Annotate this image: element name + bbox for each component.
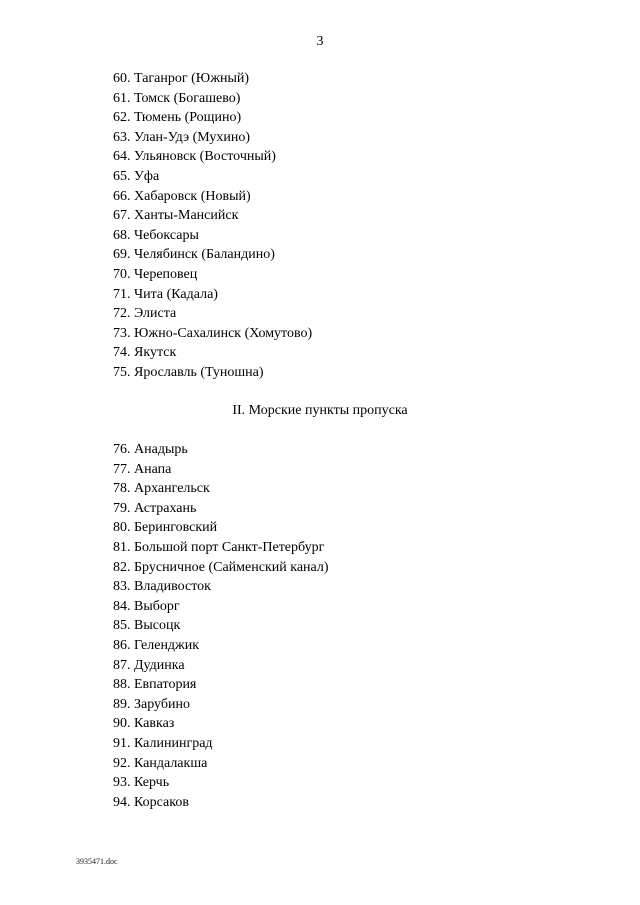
list-item: 88. Евпатория	[113, 677, 197, 693]
list-item: 71. Чита (Кадала)	[113, 286, 218, 302]
list-item: 82. Брусничное (Сайменский канал)	[113, 559, 329, 575]
list-item: 75. Ярославль (Туношна)	[113, 364, 264, 380]
list-item: 80. Беринговский	[113, 520, 218, 536]
list-item: 81. Большой порт Санкт-Петербург	[113, 539, 325, 555]
list-item: 78. Архангельск	[113, 481, 210, 497]
list-item: 68. Чебоксары	[113, 227, 199, 243]
list-item: 76. Анадырь	[113, 442, 188, 457]
list-item: 67. Ханты-Мансийск	[113, 208, 239, 224]
list-item: 92. Кандалакша	[113, 755, 208, 771]
list-item: 84. Выборг	[113, 598, 180, 614]
list-item: 93. Керчь	[113, 775, 170, 791]
footer-filename: 3935471.doc	[76, 857, 118, 866]
list-item: 94. Корсаков	[113, 794, 189, 810]
list-item: 87. Дудинка	[113, 657, 185, 673]
list-item: 69. Челябинск (Баландино)	[113, 247, 275, 263]
list-item: 60. Таганрог (Южный)	[113, 71, 250, 86]
list-item: 83. Владивосток	[113, 579, 211, 595]
list-item: 73. Южно-Сахалинск (Хомутово)	[113, 325, 313, 341]
list-item: 72. Элиста	[113, 306, 177, 322]
list-item: 65. Уфа	[113, 168, 160, 184]
page-number: 3	[316, 34, 324, 49]
list-item: 79. Астрахань	[113, 500, 197, 516]
list-item: 66. Хабаровск (Новый)	[113, 188, 251, 204]
seaport-checkpoints-list	[113, 440, 329, 812]
list-item: 86. Геленджик	[113, 637, 200, 653]
list-item: 64. Ульяновск (Восточный)	[113, 149, 276, 165]
list-item: 63. Улан-Удэ (Мухино)	[113, 129, 251, 145]
list-item: 90. Кавказ	[113, 716, 175, 732]
list-item: 61. Томск (Богашево)	[113, 90, 241, 106]
list-item: 89. Зарубино	[113, 696, 190, 712]
list-item: 70. Череповец	[113, 266, 198, 282]
list-item: 62. Тюмень (Рощино)	[113, 110, 242, 126]
airport-checkpoints-list	[113, 69, 312, 383]
list-item: 85. Высоцк	[113, 618, 181, 634]
list-item: 77. Анапа	[113, 461, 172, 477]
list-item: 74. Якутск	[113, 345, 177, 361]
list-item: 91. Калининград	[113, 735, 213, 751]
section-heading: II. Морские пункты пропуска	[232, 403, 408, 418]
